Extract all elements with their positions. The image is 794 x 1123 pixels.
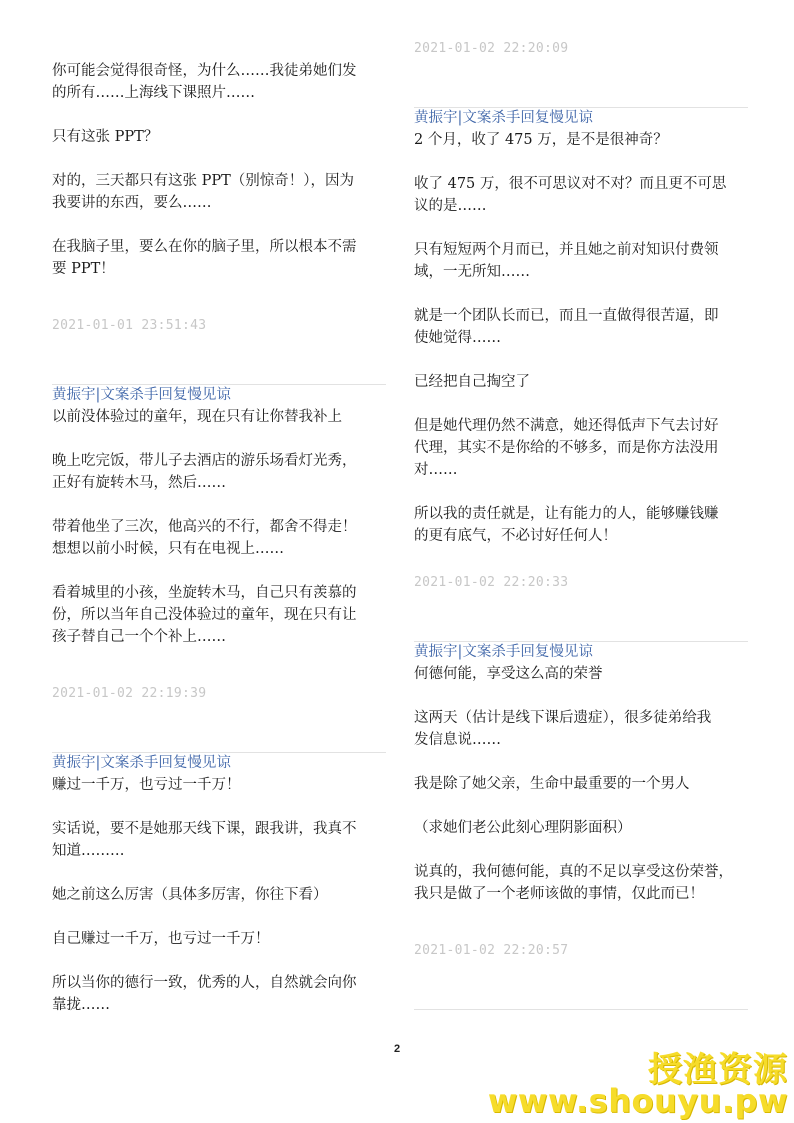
post-body-intro: 你可能会觉得很奇怪，为什么……我徒弟她们发 的所有……上海线下课照片…… 只有这张 PPT？ 对的，三天都只有这张 PPT（别惊奇！），因为 我要讲的东西，要么…… 在我脑子里，要么在你的脑子里，所以根本不需 要 PPT！ [52, 63, 357, 277]
divider [414, 1009, 748, 1010]
post-author[interactable]: 黄振宇|文案杀手回复慢见谅 [52, 755, 231, 771]
timestamp: 2021-01-02 22:19:39 [52, 686, 207, 701]
post-author[interactable]: 黄振宇|文案杀手回复慢见谅 [52, 387, 231, 403]
timestamp: 2021-01-02 22:20:09 [414, 41, 569, 56]
timestamp: 2021-01-02 22:20:57 [414, 943, 569, 958]
timestamp: 2021-01-02 22:20:33 [414, 575, 569, 590]
post-body: 2 个月，收了 475 万，是不是很神奇？ 收了 475 万，很不可思议对不对？而且更不可思 议的是…… 只有短短两个月而已，并且她之前对知识付费领 域，一无所知…… 就是一个团队长而已，而且一直做得很苦逼，即 使她觉得…… 已经把自己掏空了 但是她代理仍然不满意，她还得低声下气去讨好 代理，其实不是你给的不够多，而是你方法没用 对…… 所以我的责任就是，让有能力的人，能够赚钱赚 的更有底气，不必讨好任何人！ [414, 132, 727, 544]
post-author[interactable]: 黄振宇|文案杀手回复慢见谅 [414, 110, 593, 126]
page-number: 2 [393, 1043, 401, 1055]
watermark-url: www.shouyu.pw [487, 1082, 788, 1120]
timestamp: 2021-01-01 23:51:43 [52, 318, 207, 333]
post-author[interactable]: 黄振宇|文案杀手回复慢见谅 [414, 644, 593, 660]
watermark-title: 授渔资源 [648, 1050, 788, 1090]
post-body: 何德何能，享受这么高的荣誉 这两天（估计是线下课后遗症），很多徒弟给我 发信息说…… 我是除了她父亲，生命中最重要的一个男人 （求她们老公此刻心理阴影面积） 说真的，我何德何能，真的不足以享受这份荣誉， 我只是做了一个老师该做的事情，仅此而已！ [414, 666, 733, 902]
post-body: 赚过一千万，也亏过一千万！ 实话说，要不是她那天线下课，跟我讲，我真不 知道……… 她之前这么厉害（具体多厉害，你往下看） 自己赚过一千万，也亏过一千万！ 所以当你的德行一致，优秀的人，自然就会向你 靠拢…… [52, 777, 357, 1013]
post-body: 以前没体验过的童年，现在只有让你替我补上 晚上吃完饭，带儿子去酒店的游乐场看灯光秀， 正好有旋转木马，然后…… 带着他坐了三次，他高兴的不行，都舍不得走！ 想想以前小时候，只有在电视上…… 看着城里的小孩，坐旋转木马，自己只有羡慕的 份，所以当年自己没体验过的童年，现在只有让 孩子替自己一个个补上…… [52, 409, 357, 645]
